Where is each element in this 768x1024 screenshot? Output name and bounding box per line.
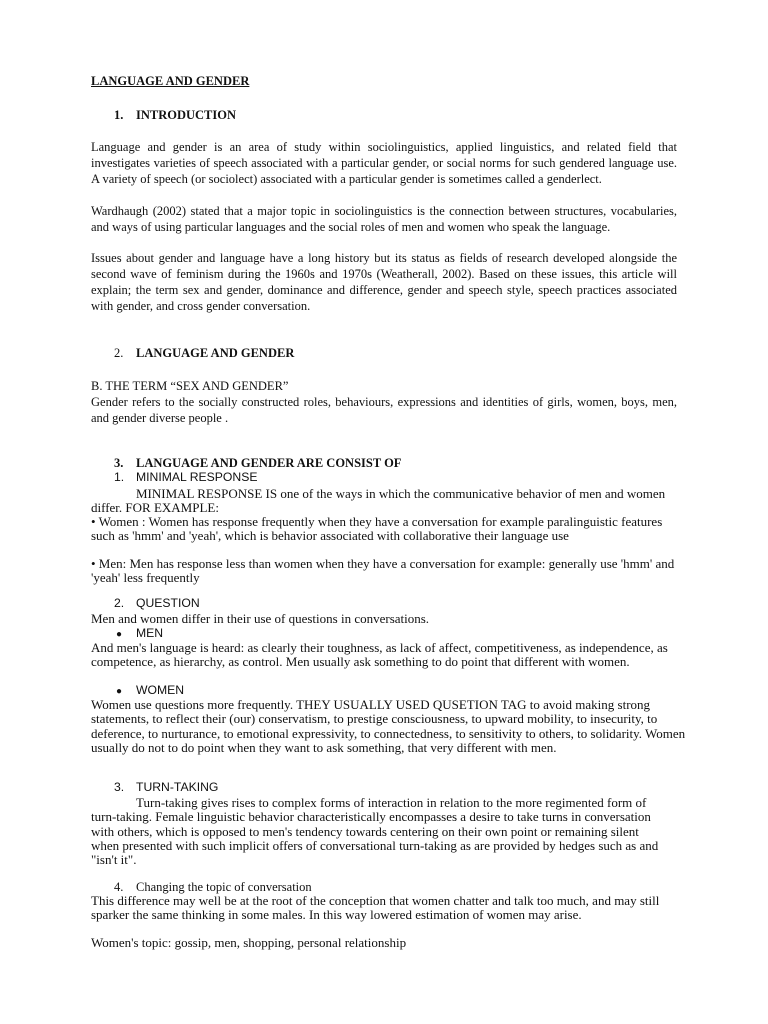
item-1-label: MINIMAL RESPONSE xyxy=(136,470,258,484)
minimal-response-intro: MINIMAL RESPONSE IS one of the ways in which the communicative behavior of men and women differ. FOR EXAMPLE: xyxy=(91,486,666,516)
item-4-label: Changing the topic of conversation xyxy=(136,880,312,894)
item-3-label: TURN-TAKING xyxy=(136,780,219,794)
item-2-number: 2. xyxy=(114,596,125,610)
minimal-response-women: • Women : Women has response frequently when they have a conversation for example paralinguistic features such as 'hmm' and 'yeah', which is behavior associated with collaborative their language use xyxy=(91,514,663,544)
men-label: MEN xyxy=(136,626,164,640)
bullet-men-icon: ● xyxy=(116,629,123,640)
women-label: WOMEN xyxy=(136,683,185,697)
intro-paragraph-3: Issues about gender and language have a long history but its status as fields of research developed alongside the second wave of feminism during the 1960s and 1970s (Weatherall, 2002). Based on these issues, this article will explain; the term sex and gender, dominance and difference, gender and speech style, speech practices associated with gender, and cross gender conversation. xyxy=(91,251,677,313)
section-1-number: 1. xyxy=(114,108,124,122)
topic-change-text: This difference may well be at the root of the conception that women chatter and talk too much, and may still sparker the same thinking in some males. In this way lowered estimation of women may arise. xyxy=(91,893,660,923)
question-intro: Men and women differ in their use of questions in conversations. xyxy=(91,611,430,626)
item-3-number: 3. xyxy=(114,780,125,794)
turn-taking-text: Turn-taking gives rises to complex forms of interaction in relation to the more regimented form of turn-taking. Female linguistic behavior characteristically encompasses a desire to take turns in conversation with others, which is opposed to men's tendency towards centering on their own point or remaining silent when presented with such implicit offers of conversational turn-taking as are provided by hedges such as and "isn't it". xyxy=(91,795,659,868)
men-question-text: And men's language is heard: as clearly their toughness, as lack of affect, competitiveness, as independence, as competence, as hierarchy, as control. Men usually ask something to do point that different with women. xyxy=(91,640,668,670)
womens-topics-text: Women's topic: gossip, men, shopping, personal relationship xyxy=(91,935,407,950)
section-3-heading: LANGUAGE AND GENDER ARE CONSIST OF xyxy=(136,456,402,470)
item-4-number: 4. xyxy=(114,880,124,894)
item-1-number: 1. xyxy=(114,470,125,484)
section-2-number: 2. xyxy=(114,346,124,360)
section-3-number: 3. xyxy=(114,456,124,470)
women-question-text: Women use questions more frequently. THEY USUALLY USED QUSETION TAG to avoid making strong statements, to reflect their (our) conservatism, to prestige consciousness, to upward mobility, to insecurity, to deference, to nurturance, to emotional expressivity, to connectedness, to sensitivity to others, to solidarity. Women usually do not to do point when they want to ask something, that very different with men. xyxy=(91,697,686,755)
item-2-label: QUESTION xyxy=(136,596,200,610)
bullet-women-icon: ● xyxy=(116,686,123,697)
minimal-response-men: • Men: Men has response less than women when they have a conversation for example: generally use 'hmm' and 'yeah' less frequently xyxy=(91,556,675,586)
document-title: LANGUAGE AND GENDER xyxy=(91,74,250,88)
section-2-subheading: B. THE TERM “SEX AND GENDER” xyxy=(91,379,289,393)
intro-paragraph-2: Wardhaugh (2002) stated that a major topic in sociolinguistics is the connection between structures, vocabularies, and ways of using particular languages and the social roles of men and women who speak the language. xyxy=(91,204,677,234)
section-1-heading: INTRODUCTION xyxy=(136,108,237,122)
gender-definition-paragraph: Gender refers to the socially constructed roles, behaviours, expressions and identities of girls, women, boys, men, and gender diverse people . xyxy=(91,395,677,425)
section-2-heading: LANGUAGE AND GENDER xyxy=(136,346,295,360)
intro-paragraph-1: Language and gender is an area of study within sociolinguistics, applied linguistics, and related field that investigates varieties of speech associated with a particular gender, or social norms for such gendered language use. A variety of speech (or sociolect) associated with a particular gender is sometimes called a genderlect. xyxy=(91,140,677,186)
